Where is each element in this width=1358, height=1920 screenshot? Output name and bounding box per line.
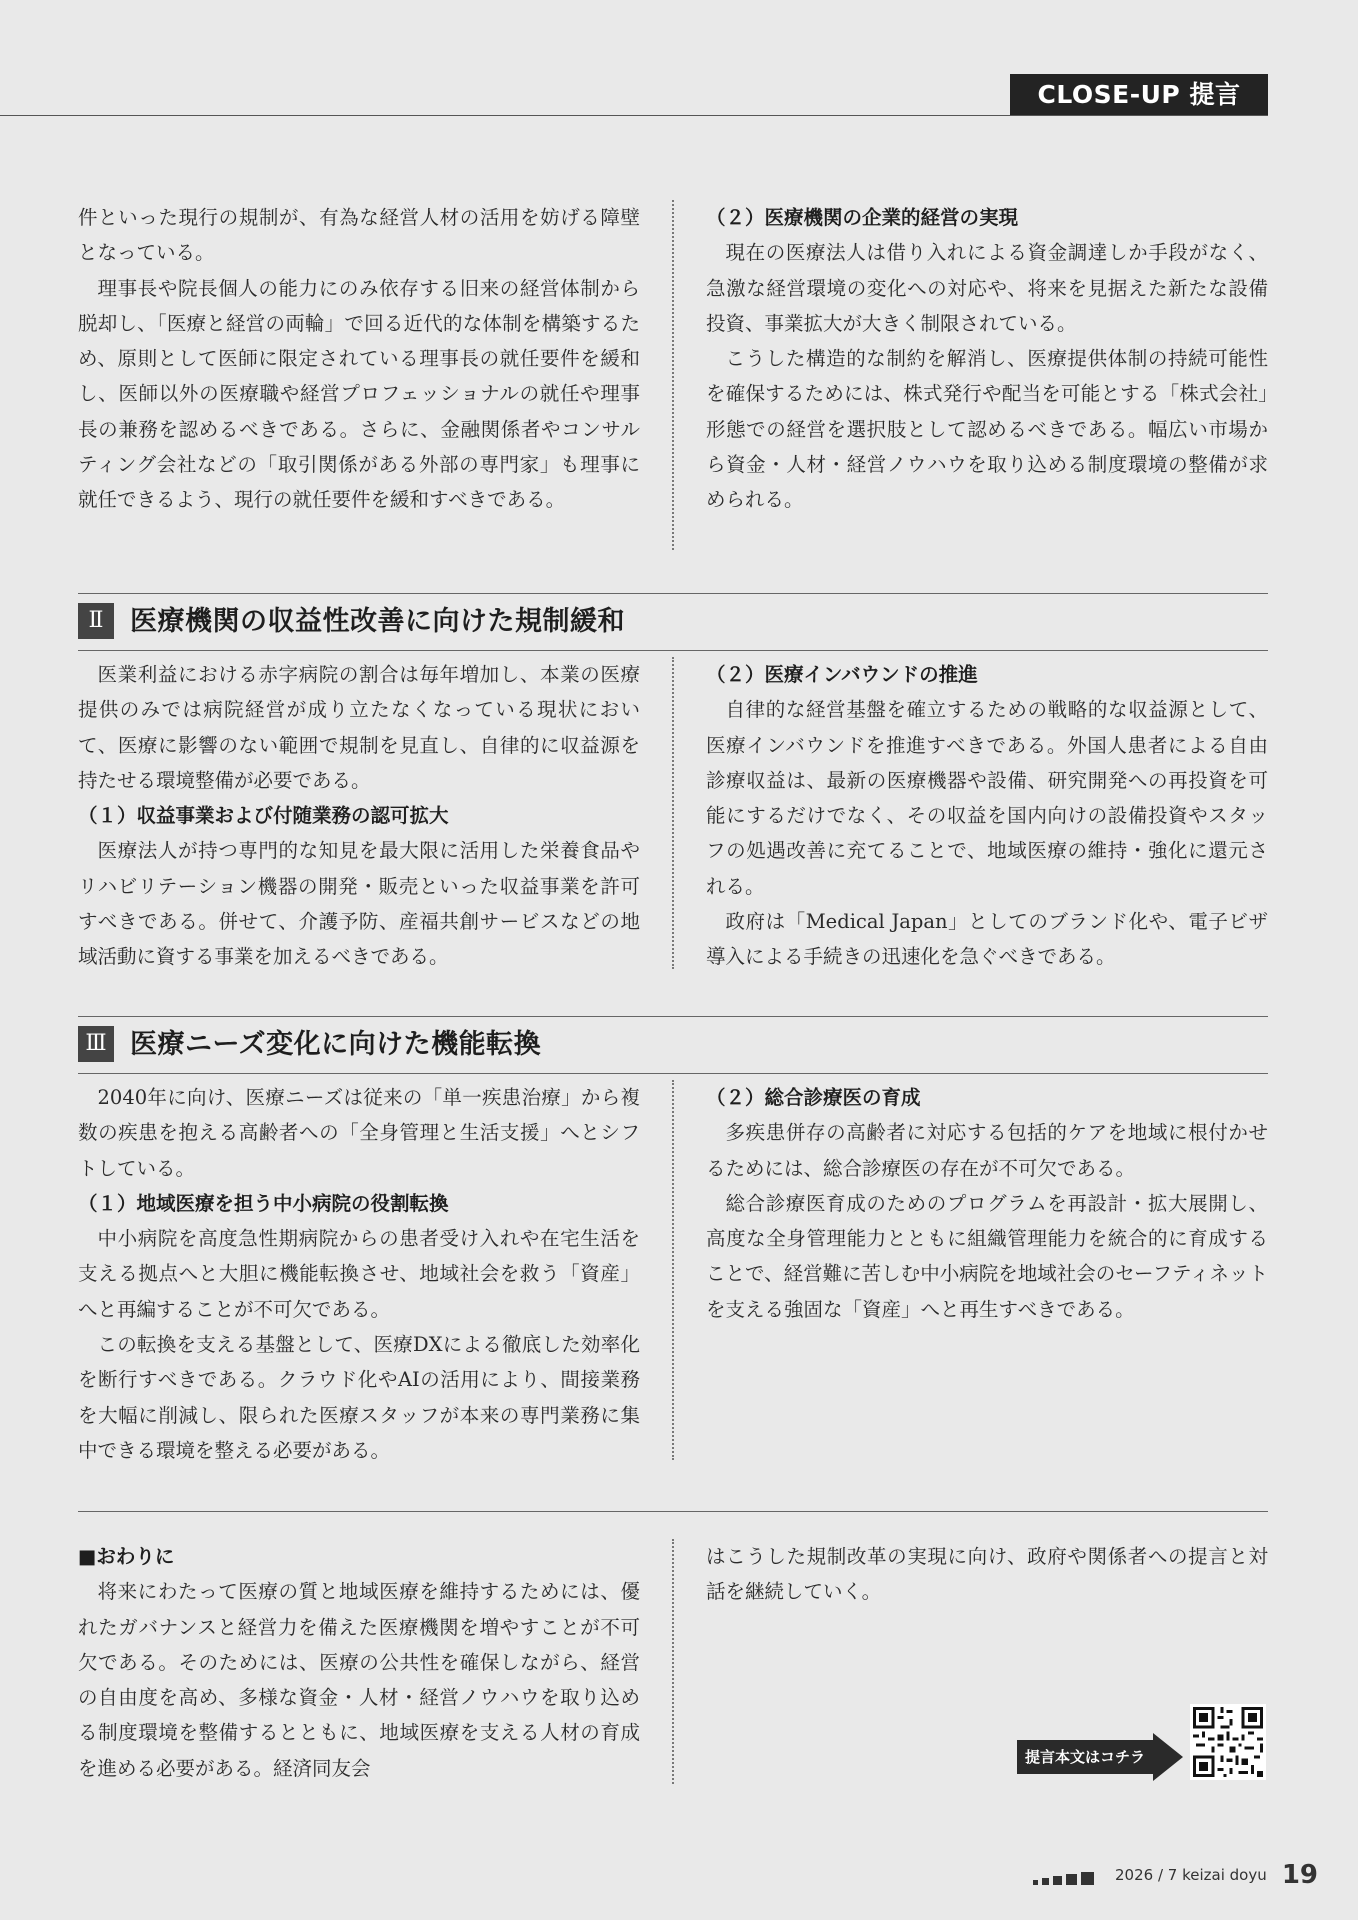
intro-left-column [78, 200, 640, 518]
intro-right-paragraph-2: こうした構造的な制約を解消し、医療提供体制の持続可能性を確保するためには、株式発行や配当を可能とする「株式会社」形態での経営を選択肢として認めるべきである。幅広い市場から資金・人材・経営ノウハウを取り込める制度環境の整備が求められる。 [706, 347, 1268, 512]
footer-squares-icon [1033, 1866, 1098, 1885]
section-2-right-paragraph-1: 自律的な経営基盤を確立するための戦略的な収益源として、医療インバウンドを推進すべきである。外国人患者による自由診療収益は、最新の医療機器や設備、研究開発への再投資を可能にするだけでなく、その収益を国内向けの設備投資やスタッフの処遇改善に充てることで、地域医療の維持・強化に還元される。 [706, 698, 1268, 898]
page-number: 19 [1281, 1860, 1318, 1890]
section-3-title: 医療ニーズ変化に向けた機能転換 [130, 1029, 542, 1060]
intro-paragraph-1: 件といった現行の規制が、有為な経営人材の活用を妨げる障壁となっている。 [78, 206, 640, 265]
header-rule [0, 115, 1268, 116]
section-3-left-column [78, 1080, 640, 1468]
section-3-intro: 2040年に向け、医療ニーズは従来の「単一疾患治療」から複数の疾患を抱える高齢者への「全身管理と生活支援」へとシフトしている。 [78, 1086, 640, 1180]
arrow-right-icon [1153, 1733, 1183, 1781]
section-3-body [78, 1080, 1268, 1460]
issue-info: 2026 / 7 keizai doyu [1115, 1866, 1267, 1884]
closing-left-column [78, 1539, 640, 1786]
section-3-right-paragraph-1: 多疾患併存の高齢者に対応する包括的ケアを地域に根付かせるためには、総合診療医の存在が不可欠である。 [706, 1121, 1268, 1180]
closing-heading: ■おわりに [78, 1545, 175, 1568]
section-2-right-column [706, 657, 1268, 975]
section-3-right-column [706, 1080, 1268, 1327]
section-2-intro: 医業利益における赤字病院の割合は毎年増加し、本業の医療提供のみでは病院経営が成り立たなくなっている現状において、医療に影響のない範囲で規制を見直し、自律的に収益源を持たせる環境整備が必要である。 [78, 663, 640, 792]
qr-link-label[interactable]: 提言本文はコチラ [1017, 1740, 1153, 1774]
section-2-right-paragraph-2: 政府は「Medical Japan」としてのブランド化や、電子ビザ導入による手続きの迅速化を急ぐべきである。 [706, 910, 1268, 969]
subsection-heading: （２）医療インバウンドの推進 [706, 663, 978, 686]
section-2-title-bar [78, 593, 1268, 651]
section-3-right-paragraph-2: 総合診療医育成のためのプログラムを再設計・拡大展開し、高度な全身管理能力とともに組織管理能力を統合的に育成することで、経営難に苦しむ中小病院を地域社会のセーフティネットを支える強固な「資産」へと再生すべきである。 [706, 1191, 1268, 1321]
section-3-left-paragraph-2: この転換を支える基盤として、医療DXによる徹底した効率化を断行すべきである。クラウド化やAIの活用により、間接業務を大幅に削減し、限られた医療スタッフが本来の専門業務に集中できる環境を整える必要がある。 [78, 1333, 640, 1462]
section-2-number: Ⅱ [78, 603, 114, 639]
intro-right-column [706, 200, 1268, 518]
closing-right-paragraph: はこうした規制改革の実現に向け、政府や関係者への提言と対話を継続していく。 [706, 1545, 1268, 1604]
intro-right-paragraph-1: 現在の医療法人は借り入れによる資金調達しか手段がなく、急激な経営環境の変化への対応や、将来を見据えた新たな設備投資、事業拡大が大きく制限されている。 [706, 241, 1268, 335]
closing-right-column [706, 1539, 1268, 1610]
closing-left-paragraph: 将来にわたって医療の質と地域医療を維持するためには、優れたガバナンスと経営力を備えた医療機関を増やすことが不可欠である。そのためには、医療の公共性を確保しながら、経営の自由度を高め、多様な資金・人材・経営ノウハウを取り込める制度環境を整備するとともに、地域医療を支える人材の育成を進める必要がある。経済同友会 [78, 1580, 640, 1780]
qr-code-icon[interactable] [1190, 1704, 1266, 1780]
section-3-left-paragraph-1: 中小病院を高度急性期病院からの患者受け入れや在宅生活を支える拠点へと大胆に機能転換させ、地域社会を救う「資産」へと再編することが不可欠である。 [78, 1227, 640, 1321]
closing-rule [78, 1511, 1268, 1512]
section-3-title-bar [78, 1016, 1268, 1074]
column-divider [672, 657, 674, 969]
column-divider [672, 1539, 674, 1784]
page-footer [1033, 1860, 1318, 1890]
intro-paragraph-2: 理事長や院長個人の能力にのみ依存する旧来の経営体制から脱却し、「医療と経営の両輪」で回る近代的な体制を構築するため、原則として医師に限定されている理事長の就任要件を緩和し、医師以外の医療職や経営プロフェッショナルの就任や理事長の兼務を認めるべきである。さらに、金融関係者やコンサルティング会社などの「取引関係がある外部の専門家」も理事に就任できるよう、現行の就任要件を緩和すべきである。 [78, 276, 640, 512]
column-divider [672, 200, 674, 550]
intro-section [78, 200, 1268, 550]
section-2-left-paragraph: 医療法人が持つ専門的な知見を最大限に活用した栄養食品やリハビリテーション機器の開発・販売といった収益事業を許可すべきである。併せて、介護予防、産福共創サービスなどの地域活動に資する事業を加えるべきである。 [78, 839, 640, 969]
section-2-body [78, 657, 1268, 969]
subsection-heading: （２）医療機関の企業的経営の実現 [706, 206, 1019, 229]
section-3-number: Ⅲ [78, 1026, 114, 1062]
header-tag: CLOSE-UP 提言 [1010, 74, 1268, 115]
column-divider [672, 1080, 674, 1460]
subsection-heading: （２）総合診療医の育成 [706, 1086, 921, 1109]
section-2-left-column [78, 657, 640, 975]
section-2-title: 医療機関の収益性改善に向けた規制緩和 [130, 606, 625, 637]
subsection-heading: （１）地域医療を担う中小病院の役割転換 [78, 1191, 449, 1215]
subsection-heading: （１）収益事業および付随業務の認可拡大 [78, 804, 449, 828]
